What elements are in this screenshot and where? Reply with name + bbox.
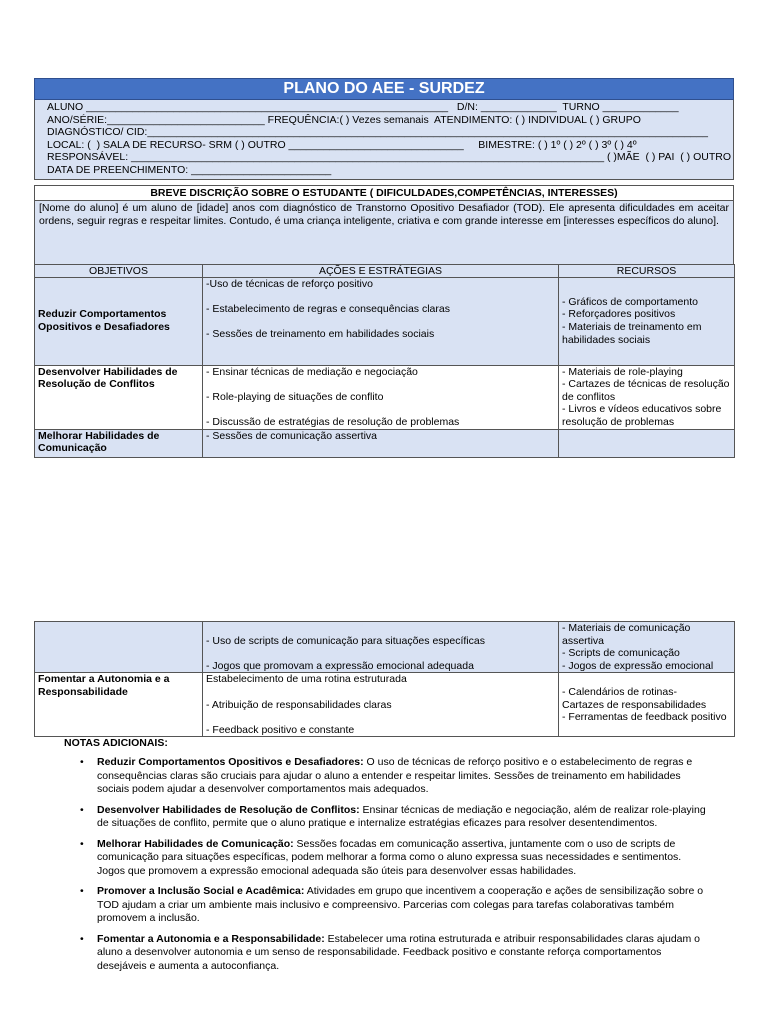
note-label: Melhorar Habilidades de Comunicação: — [97, 837, 294, 850]
bullet-icon: • — [80, 932, 84, 945]
action-item: - Sessões de treinamento em habilidades sociais — [206, 327, 435, 340]
action-item — [206, 647, 555, 660]
action-item — [206, 290, 555, 303]
notes-list — [80, 756, 712, 980]
bullet-icon: • — [80, 756, 84, 768]
note-label: Reduzir Comportamentos Opositivos e Desafiadores: — [97, 756, 364, 768]
student-info-line: DATA DE PREENCHIMENTO: ________________________ — [47, 163, 332, 176]
resource-item: - Cartazes de técnicas de resolução de conflitos — [562, 378, 730, 403]
column-header-actions: AÇÕES E ESTRÁTEGIAS — [203, 264, 559, 277]
table-row — [35, 277, 735, 365]
bullet-icon: • — [80, 837, 84, 850]
resource-item: - Livros e vídeos educativos sobre resolução de problemas — [562, 403, 722, 428]
actions-cell — [203, 673, 559, 737]
resources-cell — [559, 673, 735, 737]
table-row — [35, 622, 735, 673]
note-label: Desenvolver Habilidades de Resolução de Conflitos: — [97, 803, 360, 816]
action-item — [206, 315, 555, 328]
action-item — [206, 378, 555, 391]
table-row — [35, 365, 735, 429]
student-info-line: DIAGNÓSTICO/ CID:________________________________________________________________________________________________ — [47, 126, 708, 139]
plan-table-header — [35, 264, 735, 277]
actions-cell — [203, 622, 559, 673]
resource-item: - Reforçadores positivos — [562, 308, 676, 321]
resource-item: Cartazes de responsabilidades — [562, 698, 707, 711]
action-item — [206, 711, 555, 724]
list-item — [80, 756, 712, 797]
actions-cell — [203, 277, 559, 365]
plan-table-continued — [34, 621, 735, 737]
column-header-objectives: OBJETIVOS — [35, 264, 203, 277]
objective-cell — [35, 622, 203, 673]
resources-cell — [559, 622, 735, 673]
description-text: [Nome do aluno] é um aluno de [idade] anos com diagnóstico de Transtorno Opositivo Desafiador (TOD). Ele apresenta dificuldades em aceitar ordens, seguir regras e respeitar limites. Contudo, é uma criança inteligente, criativa e com grande interesse em [interesses específicos do aluno]. — [34, 201, 734, 264]
action-item — [206, 403, 555, 416]
resource-item: - Materiais de treinamento em habilidades sociais — [562, 321, 702, 346]
resource-item: - Gráficos de comportamento — [562, 295, 698, 308]
actions-cell — [203, 365, 559, 429]
action-item: - Jogos que promovam a expressão emocional adequada — [206, 659, 474, 672]
student-info-line: ALUNO ______________________________________________________________ D/N: _____________ TURNO _____________ — [47, 101, 679, 113]
action-item: - Atribuição de responsabilidades claras — [206, 698, 392, 711]
resource-item: - Jogos de expressão emocional — [562, 659, 714, 672]
note-label: Promover a Inclusão Social e Acadêmica: — [97, 885, 305, 897]
student-info-line: ANO/SÉRIE:___________________________ FREQUÊNCIA:( ) Vezes semanais ATENDIMENTO: ( ) INDIVIDUAL ( ) GRUPO — [47, 113, 641, 126]
student-info-line: RESPONSÁVEL: _________________________________________________________________________________ ( )MÃE ( ) PAI ( ) OUTRO — [47, 151, 732, 164]
action-item: -Uso de técnicas de reforço positivo — [206, 277, 373, 290]
plan-table — [34, 264, 735, 458]
actions-cell — [203, 429, 559, 457]
resource-item: - Ferramentas de feedback positivo — [562, 711, 727, 724]
list-item — [80, 885, 712, 926]
resource-item: - Materiais de role-playing — [562, 365, 683, 378]
table-row — [35, 673, 735, 737]
action-item: - Uso de scripts de comunicação para situações específicas — [206, 634, 485, 647]
action-item: - Estabelecimento de regras e consequências claras — [206, 302, 450, 315]
objective-cell: Fomentar a Autonomia e a Responsabilidade — [35, 673, 203, 737]
aee-plan-form — [34, 78, 734, 458]
action-item: - Sessões de comunicação assertiva — [206, 429, 377, 442]
resources-cell — [559, 429, 735, 457]
list-item — [80, 838, 712, 879]
objective-cell: Desenvolver Habilidades de Resolução de Conflitos — [35, 365, 203, 429]
list-item — [80, 933, 712, 974]
resources-cell — [559, 277, 735, 365]
action-item: - Role-playing de situações de conflito — [206, 390, 384, 403]
student-info-line: LOCAL: ( ) SALA DE RECURSO- SRM ( ) OUTRO ______________________________ BIMESTRE: ( ) 1º ( ) 2º ( ) 3º ( ) 4º — [47, 138, 637, 151]
description-heading: BREVE DISCRIÇÃO SOBRE O ESTUDANTE ( DIFICULDADES,COMPETÊNCIAS, INTERESSES) — [34, 185, 734, 201]
column-header-resources: RECURSOS — [559, 264, 735, 277]
note-text: Sessões focadas em comunicação assertiva, juntamente com o uso de scripts de comunicação para situações específicas, podem melhorar a forma como o aluno expressa suas necessidades e sentimentos. Jogos que promovem a expressão emocional adequada são úteis para desenvolver essas habilidades. — [97, 837, 682, 877]
action-item — [206, 686, 555, 699]
action-item: - Ensinar técnicas de mediação e negociação — [206, 365, 418, 378]
note-text: O uso de técnicas de reforço positivo e o estabelecimento de regras e consequências claras são cruciais para ajudar o aluno a entender e respeitar limites. Sessões de treinamento em habilidades sociais podem ajudar a desenvolver comportamentos mais adequados. — [97, 756, 693, 795]
notes-title: NOTAS ADICIONAIS: — [64, 737, 168, 749]
note-label: Fomentar a Autonomia e a Responsabilidade: — [97, 932, 325, 945]
resource-item: - Scripts de comunicação — [562, 647, 680, 660]
action-item — [206, 622, 555, 635]
plan-table-cont — [34, 621, 735, 737]
action-item: - Discussão de estratégias de resolução de problemas — [206, 415, 460, 428]
list-item — [80, 804, 712, 831]
form-title: PLANO DO AEE - SURDEZ — [34, 78, 734, 100]
action-item: - Feedback positivo e constante — [206, 723, 355, 736]
bullet-icon: • — [80, 885, 84, 897]
objective-cell: Reduzir Comportamentos Opositivos e Desafiadores — [35, 277, 203, 365]
resource-item: - Calendários de rotinas- — [562, 685, 677, 698]
resource-item: - Materiais de comunicação assertiva — [562, 622, 691, 647]
student-info-block — [34, 100, 734, 180]
bullet-icon: • — [80, 803, 84, 816]
resources-cell — [559, 365, 735, 429]
objective-cell: Melhorar Habilidades de Comunicação — [35, 429, 203, 457]
table-row — [35, 429, 735, 457]
action-item: Estabelecimento de uma rotina estruturada — [206, 673, 407, 686]
note-text: Ensinar técnicas de mediação e negociação, além de realizar role-playing de situações de conflito, permite que o aluno pratique e internalize estratégias eficazes para resolver desentendimentos. — [97, 803, 706, 829]
note-text: Estabelecer uma rotina estruturada e atribuir responsabilidades claras ajudam o aluno a desenvolver autonomia e um senso de responsabilidade. Feedback positivo e constante reforça comportamentos desejáveis e aumenta a autoconfiança. — [97, 932, 701, 972]
resource-item — [562, 673, 731, 686]
note-text: Atividades em grupo que incentivem a cooperação e ações de sensibilização sobre o TOD ajudam a criar um ambiente mais inclusivo e compreensivo. Parcerias com colegas para tarefas colaborativas também promovem a inclusão. — [97, 885, 704, 924]
